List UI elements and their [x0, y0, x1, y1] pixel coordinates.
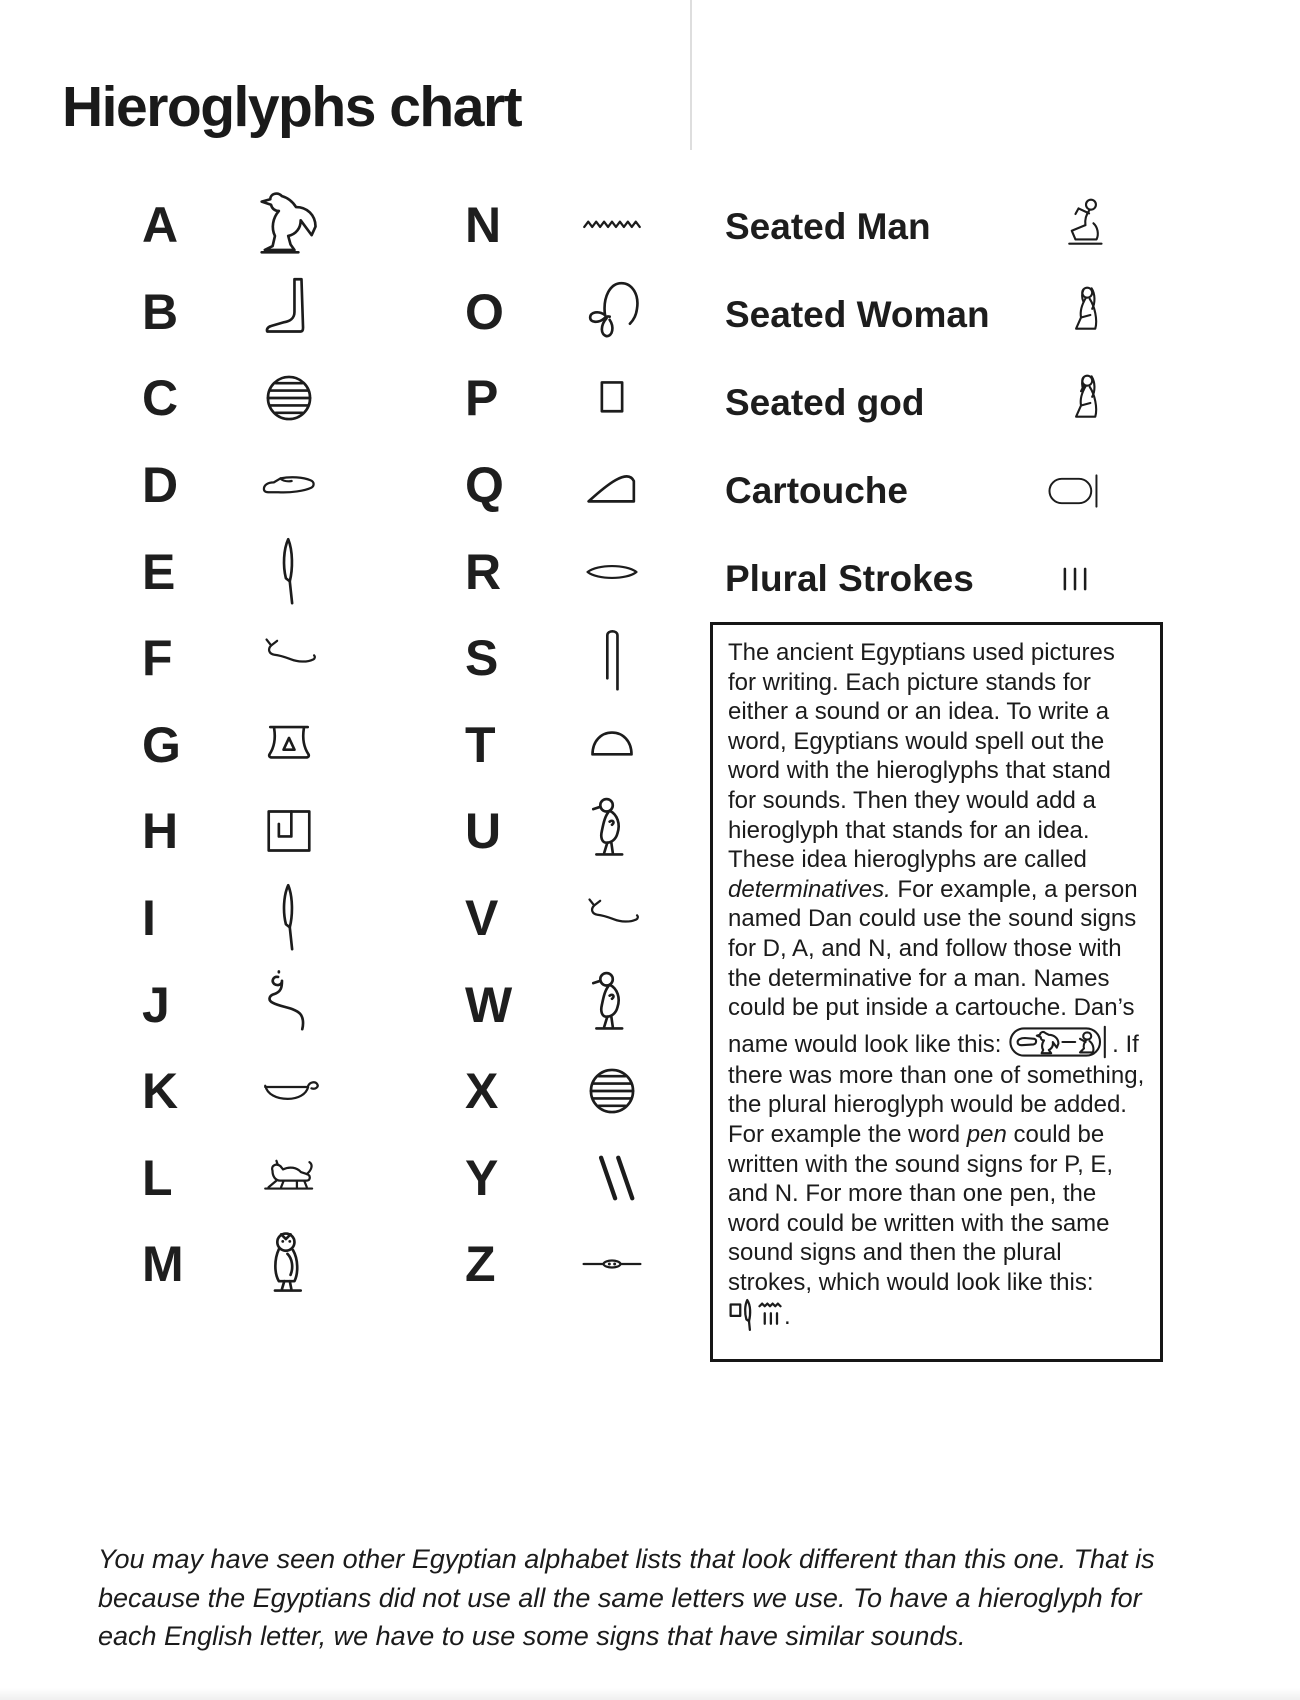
pot-stand-icon	[230, 706, 348, 784]
striped-circle-icon	[553, 1052, 671, 1130]
hill-slope-icon	[553, 446, 671, 524]
row-L	[142, 1135, 348, 1222]
letter-label: S	[465, 630, 499, 687]
row-W	[465, 961, 671, 1048]
footer-note	[98, 1540, 1158, 1656]
row-P	[465, 355, 671, 442]
explanation-box	[710, 622, 1163, 1362]
footer-line: because the Egyptians did not use all the same letters we use. To have a hieroglyph for	[98, 1582, 1142, 1613]
letter-label: X	[465, 1063, 499, 1120]
row-U	[465, 788, 671, 875]
row-M	[142, 1221, 348, 1308]
explanation-text: . If there was more than one of something, the plural hieroglyph would be added. For example the word	[728, 1030, 1145, 1148]
shelter-icon	[230, 792, 348, 870]
determinative-label: Cartouche	[725, 470, 908, 511]
door-bolt-icon	[553, 1231, 671, 1297]
determinative-label: Seated Man	[725, 206, 931, 247]
row-N	[465, 182, 671, 269]
letter-label: C	[142, 370, 179, 427]
letter-label: A	[142, 197, 179, 254]
row-E	[142, 528, 348, 615]
letter-label: Q	[465, 457, 504, 514]
reed-leaf-icon	[230, 533, 348, 611]
letter-label: W	[465, 976, 513, 1033]
row-K	[142, 1048, 348, 1135]
letter-label: T	[465, 716, 496, 773]
letter-label: R	[465, 543, 502, 600]
striped-circle-icon	[230, 359, 348, 437]
row-O	[465, 269, 671, 356]
row-B	[142, 269, 348, 356]
alphabet-column-2	[465, 182, 671, 1308]
row-C	[142, 355, 348, 442]
determinative-label: Seated Woman	[725, 294, 990, 335]
explanation-text: For example, a person named Dan could use the sound signs for D, A, and N, and follow those with the determinative for a man. Names could be put inside a cartouche. Dan’s name would look like this:	[728, 875, 1138, 1058]
owl-icon	[230, 1225, 348, 1303]
seated-man-icon	[1055, 191, 1117, 263]
foot-icon	[230, 273, 348, 351]
footer-line: You may have seen other Egyptian alphabet lists that look different than this one. That is	[98, 1544, 1155, 1574]
plural-strokes-icon	[1033, 556, 1117, 602]
letter-label: M	[142, 1236, 184, 1293]
row-seated-woman	[725, 271, 1117, 359]
letter-label: N	[465, 197, 502, 254]
row-seated-man	[725, 183, 1117, 271]
row-Z	[465, 1221, 671, 1308]
row-J	[142, 961, 348, 1048]
row-X	[465, 1048, 671, 1135]
vulture-icon	[230, 186, 348, 264]
folded-cloth-icon	[553, 619, 671, 697]
explanation-text: could be written with the sound signs for P, E, and N. For more than one pen, the word could be written with the same sound signs and then the plural strokes, which would look like this:	[728, 1120, 1114, 1296]
explanation-text: .	[784, 1303, 791, 1331]
water-ripple-icon	[553, 192, 671, 258]
lion-icon	[230, 1145, 348, 1211]
stool-icon	[553, 359, 671, 437]
pen-plural-icon	[728, 1297, 784, 1333]
explanation-italic: pen	[966, 1120, 1007, 1148]
scan-artifact	[690, 0, 692, 150]
lasso-icon	[553, 273, 671, 351]
basket-icon	[230, 1058, 348, 1124]
letter-label: Z	[465, 1236, 496, 1293]
row-I	[142, 875, 348, 962]
row-Y	[465, 1135, 671, 1222]
letter-label: Y	[465, 1149, 499, 1206]
horned-viper-icon	[230, 625, 348, 691]
letter-label: I	[142, 890, 156, 947]
row-V	[465, 875, 671, 962]
row-Q	[465, 442, 671, 529]
row-G	[142, 702, 348, 789]
row-cartouche	[725, 447, 1117, 535]
row-T	[465, 702, 671, 789]
row-plural-strokes	[725, 535, 1117, 623]
row-A	[142, 182, 348, 269]
mouth-icon	[553, 539, 671, 605]
determinative-label: Plural Strokes	[725, 558, 974, 599]
bread-loaf-icon	[553, 706, 671, 784]
horned-viper-icon	[553, 885, 671, 951]
determinatives-column	[725, 183, 1117, 623]
explanation-text: The ancient Egyptians used pictures for writing. Each picture stands for either a sound or an idea. To write a word, Egyptians would spell out the word with the hieroglyphs that stand for sounds. Then they would add a hieroglyph that stands for an idea. These idea hieroglyphs are called	[728, 639, 1115, 874]
cobra-icon	[230, 966, 348, 1044]
letter-label: K	[142, 1063, 179, 1120]
letter-label: F	[142, 630, 173, 687]
hand-icon	[230, 452, 348, 518]
seated-woman-icon	[1055, 279, 1117, 351]
letter-label: O	[465, 283, 504, 340]
row-F	[142, 615, 348, 702]
letter-label: L	[142, 1149, 173, 1206]
alphabet-column-1	[142, 182, 348, 1308]
quail-chick-icon	[553, 792, 671, 870]
row-R	[465, 528, 671, 615]
page-title: Hieroglyphs chart	[62, 75, 522, 140]
row-D	[142, 442, 348, 529]
scan-artifact	[0, 1688, 1300, 1700]
letter-label: U	[465, 803, 502, 860]
seated-god-icon	[1055, 367, 1117, 439]
letter-label: B	[142, 283, 179, 340]
letter-label: D	[142, 457, 179, 514]
dan-cartouche-icon	[1008, 1023, 1112, 1061]
letter-label: H	[142, 803, 179, 860]
letter-label: V	[465, 890, 499, 947]
letter-label: J	[142, 976, 170, 1033]
footer-line: each English letter, we have to use some signs that have similar sounds.	[98, 1621, 966, 1651]
row-H	[142, 788, 348, 875]
reed-leaf-icon	[230, 879, 348, 957]
explanation-italic: determinatives.	[728, 875, 891, 903]
double-stroke-icon	[553, 1139, 671, 1217]
quail-chick-icon	[553, 966, 671, 1044]
row-S	[465, 615, 671, 702]
cartouche-icon	[1033, 462, 1117, 520]
determinative-label: Seated god	[725, 382, 925, 423]
letter-label: G	[142, 716, 181, 773]
row-seated-god	[725, 359, 1117, 447]
letter-label: P	[465, 370, 499, 427]
letter-label: E	[142, 543, 176, 600]
